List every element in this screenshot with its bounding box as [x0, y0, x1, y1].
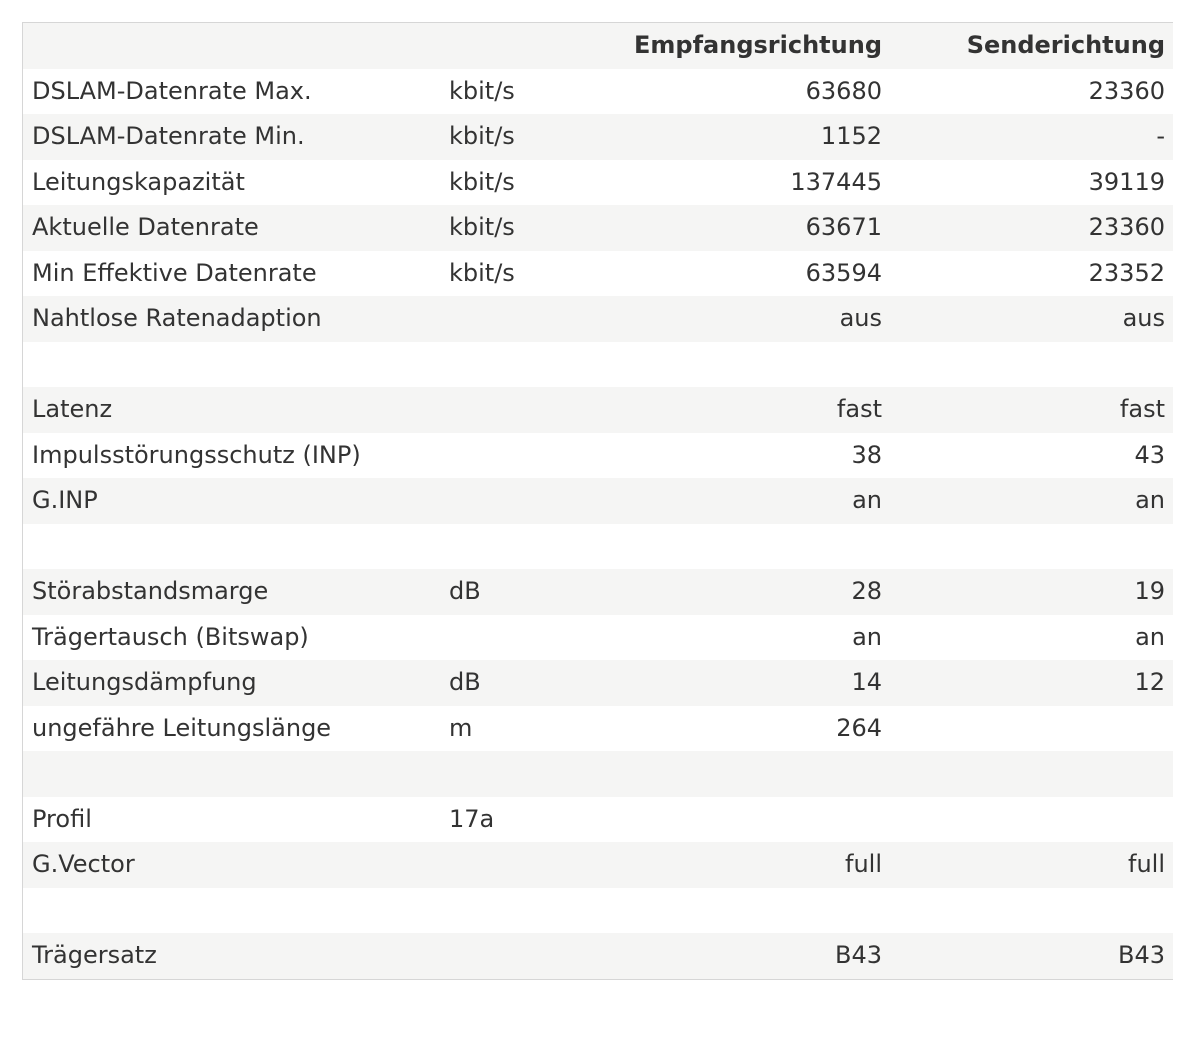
- row-unit: kbit/s: [440, 251, 590, 297]
- row-label: Störabstandsmarge: [23, 569, 440, 615]
- row-upstream-value: full: [890, 842, 1173, 888]
- dsl-info-table-container: [22, 22, 1173, 980]
- row-downstream-value: 137445: [590, 160, 890, 206]
- row-downstream-value: 38: [590, 433, 890, 479]
- row-unit: [440, 478, 590, 524]
- row-upstream-value: [890, 751, 1173, 797]
- row-downstream-value: 28: [590, 569, 890, 615]
- table-row: [23, 205, 1173, 251]
- row-label: Nahtlose Ratenadaption: [23, 296, 440, 342]
- row-label: G.Vector: [23, 842, 440, 888]
- row-unit: [440, 615, 590, 661]
- row-label: Latenz: [23, 387, 440, 433]
- row-label: Trägersatz: [23, 933, 440, 979]
- row-upstream-value: an: [890, 615, 1173, 661]
- row-unit: [440, 387, 590, 433]
- row-downstream-value: [590, 342, 890, 388]
- row-downstream-value: 1152: [590, 114, 890, 160]
- row-label: [23, 524, 440, 570]
- row-label: G.INP: [23, 478, 440, 524]
- row-label: [23, 888, 440, 934]
- row-label: DSLAM-Datenrate Min.: [23, 114, 440, 160]
- table-header-row: [23, 23, 1173, 69]
- table-row: [23, 296, 1173, 342]
- spacer-row: [23, 524, 1173, 570]
- row-unit: kbit/s: [440, 205, 590, 251]
- header-upstream: Senderichtung: [890, 23, 1173, 69]
- table-row: [23, 797, 1173, 843]
- row-downstream-value: [590, 751, 890, 797]
- row-downstream-value: [590, 797, 890, 843]
- row-downstream-value: full: [590, 842, 890, 888]
- table-row: [23, 114, 1173, 160]
- row-upstream-value: 39119: [890, 160, 1173, 206]
- table-row: [23, 433, 1173, 479]
- spacer-row: [23, 751, 1173, 797]
- row-unit: [440, 888, 590, 934]
- row-upstream-value: 12: [890, 660, 1173, 706]
- row-upstream-value: 19: [890, 569, 1173, 615]
- row-label: Trägertausch (Bitswap): [23, 615, 440, 661]
- row-label: Impulsstörungsschutz (INP): [23, 433, 440, 479]
- table-row: [23, 251, 1173, 297]
- row-downstream-value: 14: [590, 660, 890, 706]
- row-upstream-value: 23360: [890, 69, 1173, 115]
- table-row: [23, 387, 1173, 433]
- dsl-info-table: [23, 23, 1173, 979]
- row-label: Min Effektive Datenrate: [23, 251, 440, 297]
- row-unit: m: [440, 706, 590, 752]
- row-unit: [440, 524, 590, 570]
- row-unit: [440, 751, 590, 797]
- row-label: [23, 342, 440, 388]
- table-row: [23, 478, 1173, 524]
- row-upstream-value: -: [890, 114, 1173, 160]
- table-row: [23, 660, 1173, 706]
- row-unit: kbit/s: [440, 69, 590, 115]
- row-upstream-value: [890, 888, 1173, 934]
- row-label: [23, 751, 440, 797]
- spacer-row: [23, 888, 1173, 934]
- row-downstream-value: [590, 524, 890, 570]
- row-unit: dB: [440, 660, 590, 706]
- row-downstream-value: aus: [590, 296, 890, 342]
- row-unit: 17a: [440, 797, 590, 843]
- row-downstream-value: 264: [590, 706, 890, 752]
- row-upstream-value: B43: [890, 933, 1173, 979]
- row-upstream-value: fast: [890, 387, 1173, 433]
- row-label: Profil: [23, 797, 440, 843]
- row-unit: [440, 342, 590, 388]
- row-label: Leitungsdämpfung: [23, 660, 440, 706]
- row-downstream-value: an: [590, 478, 890, 524]
- header-label: [23, 23, 440, 69]
- table-row: [23, 569, 1173, 615]
- row-upstream-value: an: [890, 478, 1173, 524]
- row-upstream-value: [890, 706, 1173, 752]
- table-row: [23, 933, 1173, 979]
- row-downstream-value: 63594: [590, 251, 890, 297]
- row-unit: [440, 433, 590, 479]
- table-row: [23, 842, 1173, 888]
- row-downstream-value: B43: [590, 933, 890, 979]
- row-label: ungefähre Leitungslänge: [23, 706, 440, 752]
- row-downstream-value: fast: [590, 387, 890, 433]
- row-upstream-value: aus: [890, 296, 1173, 342]
- row-upstream-value: [890, 797, 1173, 843]
- row-upstream-value: [890, 524, 1173, 570]
- row-downstream-value: 63680: [590, 69, 890, 115]
- row-unit: [440, 933, 590, 979]
- table-row: [23, 706, 1173, 752]
- row-upstream-value: 23352: [890, 251, 1173, 297]
- row-unit: kbit/s: [440, 114, 590, 160]
- row-unit: dB: [440, 569, 590, 615]
- row-label: Aktuelle Datenrate: [23, 205, 440, 251]
- row-unit: [440, 842, 590, 888]
- row-downstream-value: 63671: [590, 205, 890, 251]
- row-upstream-value: 43: [890, 433, 1173, 479]
- header-unit: [440, 23, 590, 69]
- table-row: [23, 615, 1173, 661]
- row-label: DSLAM-Datenrate Max.: [23, 69, 440, 115]
- table-row: [23, 69, 1173, 115]
- header-downstream: Empfangsrichtung: [590, 23, 890, 69]
- row-downstream-value: [590, 888, 890, 934]
- spacer-row: [23, 342, 1173, 388]
- row-downstream-value: an: [590, 615, 890, 661]
- row-upstream-value: [890, 342, 1173, 388]
- row-upstream-value: 23360: [890, 205, 1173, 251]
- row-label: Leitungskapazität: [23, 160, 440, 206]
- table-row: [23, 160, 1173, 206]
- row-unit: [440, 296, 590, 342]
- row-unit: kbit/s: [440, 160, 590, 206]
